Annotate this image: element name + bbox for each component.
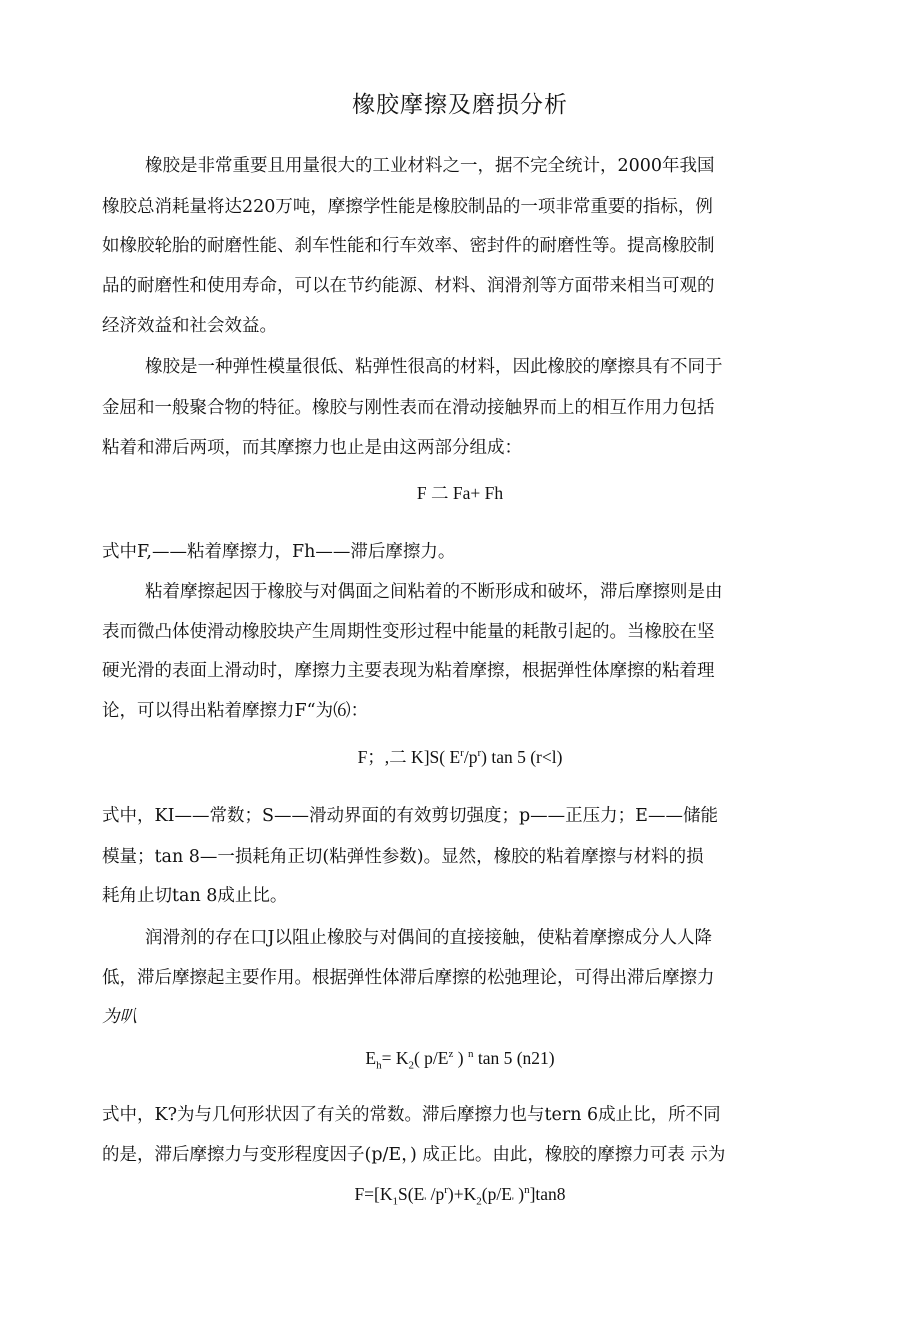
paragraph-line: 粘着和滞后两项，而其摩擦力也止是由这两部分组成： bbox=[102, 438, 522, 458]
paragraph-line: 式中，K?为与几何形状因了有关的常数。滞后摩擦力也与tern 6成止比，所不同 bbox=[102, 1105, 721, 1125]
paragraph-line: 粘着摩擦起因于橡胶与对偶面之间粘着的不断形成和破坏，滞后摩擦则是由 bbox=[145, 582, 723, 602]
formula-superscript: r bbox=[477, 747, 482, 760]
paragraph-line: 表而微凸体使滑动橡胶块产生周期性变形过程中能量的耗散引起的。当橡胶在坚 bbox=[102, 622, 715, 642]
formula-superscript: n bbox=[467, 1048, 474, 1061]
formula-part: (p/E bbox=[481, 1184, 512, 1204]
formula-total-friction bbox=[0, 1184, 920, 1208]
paragraph-line: 橡胶是一种弹性模量很低、粘弹性很高的材料，因此橡胶的摩擦具有不同于 bbox=[145, 357, 723, 377]
formula-part: F；,二 K]S( E bbox=[357, 747, 461, 767]
formula-superscript: r bbox=[444, 1184, 448, 1197]
formula-subscript: ' bbox=[511, 1195, 514, 1208]
paragraph-line: 橡胶总消耗量将达220万吨，摩擦学性能是橡胶制品的一项非常重要的指标，例 bbox=[102, 197, 713, 217]
formula-hysteresis-friction bbox=[0, 1048, 920, 1072]
formula-part: ( p/E bbox=[413, 1048, 449, 1068]
paragraph-line: 硬光滑的表面上滑动时，摩擦力主要表现为粘着摩擦，根据弹性体摩擦的粘着理 bbox=[102, 661, 715, 681]
formula-part: F=[K bbox=[354, 1184, 393, 1204]
paragraph-line: 式中F,——粘着摩擦力，Fh——滞后摩擦力。 bbox=[102, 542, 456, 562]
formula-friction-sum: F 二 Fa+ Fh bbox=[416, 483, 504, 503]
paragraph-line: 橡胶是非常重要且用量很大的工业材料之一，据不完全统计，2000年我国 bbox=[145, 156, 715, 176]
paragraph-line: 模量；tan 8—一损耗角正切(粘弹性参数)。显然，橡胶的粘着摩擦与材料的损 bbox=[102, 847, 704, 867]
paragraph-line: 品的耐磨性和使用寿命，可以在节约能源、材料、润滑剂等方面带来相当可观的 bbox=[102, 276, 715, 296]
formula-part: tan 5 (n21) bbox=[473, 1048, 555, 1068]
formula-subscript: 2 bbox=[476, 1195, 482, 1208]
formula-part: S(E bbox=[398, 1184, 425, 1204]
paragraph-line: 低，滞后摩擦起主要作用。根据弹性体滞后摩擦的松弛理论，可得出滞后摩擦力 bbox=[102, 968, 715, 988]
formula-part: /p bbox=[463, 747, 478, 767]
formula-part: ) bbox=[453, 1048, 468, 1068]
paragraph-line: 经济效益和社会效益。 bbox=[102, 316, 277, 336]
paragraph-line: 润滑剂的存在口J以阻止橡胶与对偶间的直接接触，使粘着摩擦成分人人降 bbox=[145, 928, 713, 948]
paragraph-line: 为叭 bbox=[102, 1007, 137, 1027]
formula-part: E bbox=[365, 1048, 377, 1068]
formula-superscript: z bbox=[448, 1048, 454, 1061]
formula-superscript: r bbox=[460, 747, 464, 760]
formula-part: ) bbox=[513, 1184, 525, 1204]
paragraph-line: 的是，滞后摩擦力与变形程度因子(p/E，) 成正比。由此，橡胶的摩擦力可表 示为 bbox=[102, 1145, 726, 1165]
paragraph-line: 金屈和一般聚合物的特征。橡胶与刚性表而在滑动接触界而上的相互作用力包括 bbox=[102, 398, 715, 418]
paragraph-line: 式中，KI——常数；S——滑动界面的有效剪切强度；p——正压力；E——储能 bbox=[102, 806, 718, 826]
formula-subscript: ' bbox=[424, 1195, 427, 1208]
page-title: 橡胶摩擦及磨损分析 bbox=[352, 92, 568, 118]
formula-part: ]tan8 bbox=[529, 1184, 566, 1204]
formula-adhesion-friction bbox=[0, 744, 920, 769]
formula-part: ) tan 5 (r<l) bbox=[481, 747, 563, 767]
formula-part: )+K bbox=[447, 1184, 477, 1204]
formula-subscript: 1 bbox=[392, 1195, 399, 1208]
formula-part: /p bbox=[426, 1184, 445, 1204]
formula-superscript: n bbox=[524, 1184, 530, 1197]
paragraph-line: 如橡胶轮胎的耐磨性能、刹车性能和行车效率、密封件的耐磨性等。提高橡胶制 bbox=[102, 236, 715, 256]
paragraph-line: 耗角止切tan 8成止比。 bbox=[102, 886, 288, 906]
paragraph-line: 论，可以得出粘着摩擦力F“为⑹： bbox=[102, 701, 369, 721]
formula-subscript: h bbox=[376, 1059, 382, 1072]
formula-part: = K bbox=[381, 1048, 409, 1068]
formula-subscript: 2 bbox=[408, 1059, 414, 1072]
